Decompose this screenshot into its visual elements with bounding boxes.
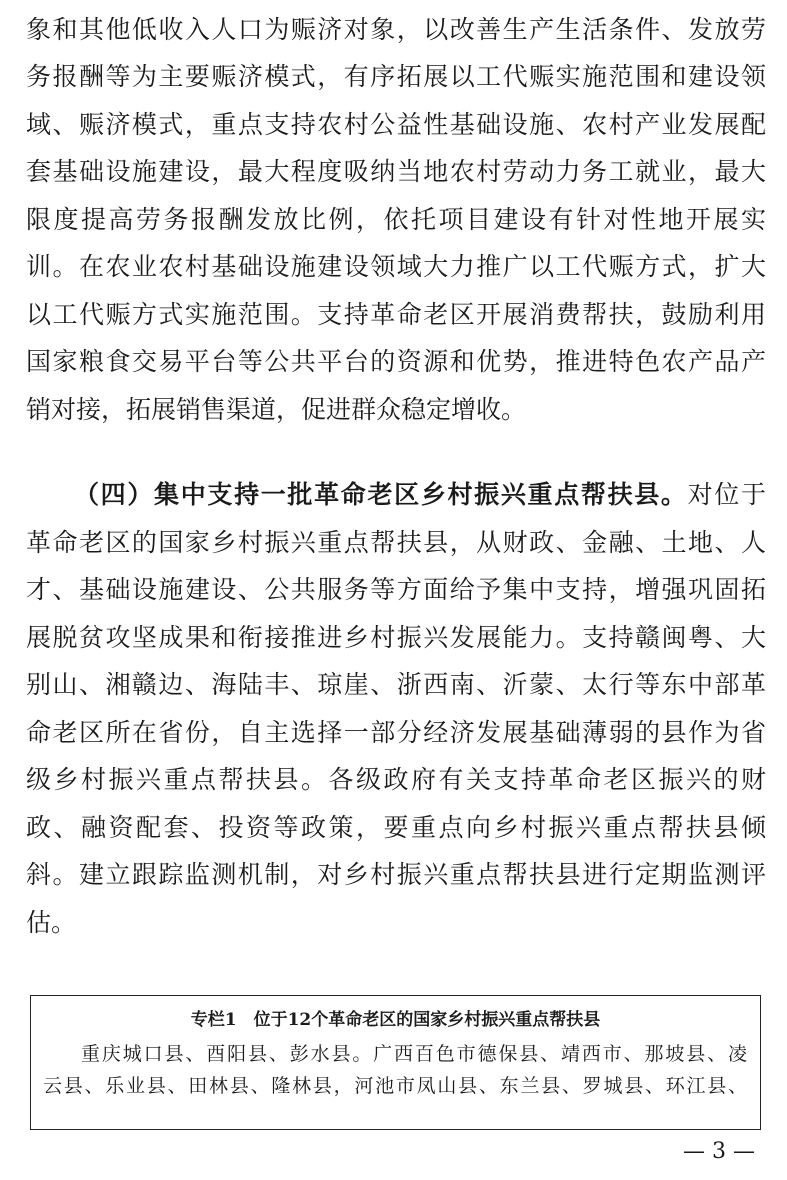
body-line-1: 象和其他低收入人口为赈济对象，以改善生产生活条件、发放劳 (26, 15, 766, 44)
body-line-5: 限度提高劳务报酬发放比例，依托项目建设有针对性地开展实 (26, 205, 766, 234)
section-line-9: 估。 (26, 908, 77, 937)
section-line-1: 革命老区的国家乡村振兴重点帮扶县，从财政、金融、土地、人 (26, 528, 766, 557)
section-line-7: 政、融资配套、投资等政策，要重点向乡村振兴重点帮扶县倾 (26, 813, 766, 842)
column-box-line-2: 云县、乐业县、田林县、隆林县，河池市凤山县、东兰县、罗城县、环江县、 (43, 1075, 747, 1097)
section-line-5: 命老区所在省份，自主选择一部分经济发展基础薄弱的县作为省 (26, 718, 766, 747)
section-heading: （四）集中支持一批革命老区乡村振兴重点帮扶县。 (74, 480, 688, 509)
page-number: — 3 — (683, 1139, 755, 1164)
body-line-3: 域、赈济模式，重点支持农村公益性基础设施、农村产业发展配 (26, 110, 766, 139)
section-line-4: 别山、湘赣边、海陆丰、琼崖、浙西南、沂蒙、太行等东中部革 (26, 670, 766, 699)
body-line-6: 训。在农业农村基础设施建设领域大力推广以工代赈方式，扩大 (26, 252, 766, 281)
section-line-8: 斜。建立跟踪监测机制，对乡村振兴重点帮扶县进行定期监测评 (26, 860, 766, 889)
body-line-4: 套基础设施建设，最大程度吸纳当地农村劳动力务工就业，最大 (26, 157, 766, 186)
body-line-2: 务报酬等为主要赈济模式，有序拓展以工代赈实施范围和建设领 (26, 62, 766, 91)
section-line-2: 才、基础设施建设、公共服务等方面给予集中支持，增强巩固拓 (26, 575, 766, 604)
section-first-line (74, 475, 766, 515)
section-first-rest: 对位于 (687, 480, 766, 509)
section-line-3: 展脱贫攻坚成果和衔接推进乡村振兴发展能力。支持赣闽粤、大 (26, 623, 766, 652)
column-box-title: 专栏1 位于12个革命老区的国家乡村振兴重点帮扶县 (190, 1010, 601, 1030)
column-box-line-1: 重庆城口县、酉阳县、彭水县。广西百色市德保县、靖西市、那坡县、凌 (81, 1043, 747, 1065)
body-line-7: 以工代赈方式实施范围。支持革命老区开展消费帮扶，鼓励利用 (26, 300, 766, 329)
column-box (30, 995, 761, 1130)
body-line-9: 销对接，拓展销售渠道，促进群众稳定增收。 (26, 395, 527, 424)
body-line-8: 国家粮食交易平台等公共平台的资源和优势，推进特色农产品产 (26, 347, 766, 376)
section-line-6: 级乡村振兴重点帮扶县。各级政府有关支持革命老区振兴的财 (26, 765, 766, 794)
